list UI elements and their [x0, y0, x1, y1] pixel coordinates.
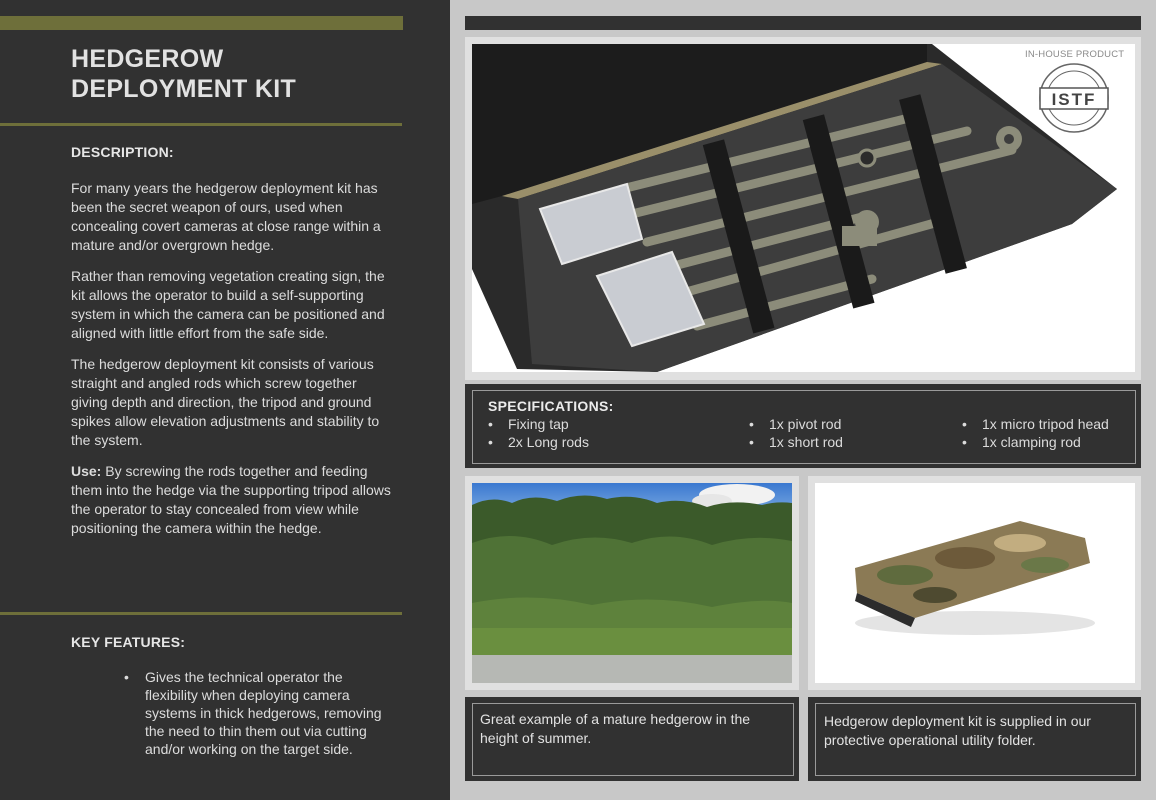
- bullet-icon: •: [488, 416, 493, 432]
- bullet-icon: •: [749, 416, 754, 432]
- use-label: Use:: [71, 463, 102, 479]
- page-title: [71, 44, 296, 104]
- top-bar: [465, 16, 1141, 30]
- spec-text: 1x micro tripod head: [982, 416, 1109, 432]
- spec-item: [749, 416, 841, 432]
- spec-text: 1x pivot rod: [769, 416, 842, 432]
- bullet-icon: •: [962, 434, 967, 450]
- bullet-icon: •: [124, 669, 129, 685]
- list-item: [124, 668, 394, 758]
- spec-text: 1x short rod: [769, 434, 843, 450]
- istf-logo-text: ISTF: [1051, 90, 1097, 109]
- bullet-icon: •: [488, 434, 493, 450]
- olive-accent-bar: [0, 16, 403, 30]
- description-paragraph-1: For many years the hedgerow deployment kit has been the secret weapon of ours, used when concealing covert cameras at close range within a mature and/or overgrown hedge.: [71, 180, 381, 253]
- feature-text: Gives the technical operator the flexibility when deploying camera systems in thick hedgerows, removing the need to thin them out via cutting and/or working on the target side.: [145, 669, 382, 757]
- bullet-icon: •: [749, 434, 754, 450]
- spec-item: [488, 416, 569, 432]
- folder-caption: Hedgerow deployment kit is supplied in our protective operational utility folder.: [824, 713, 1091, 748]
- camo-folder-image: [815, 483, 1135, 683]
- hedge-photo: [472, 483, 792, 683]
- spec-item: [488, 434, 589, 450]
- specifications-heading: SPECIFICATIONS:: [488, 398, 614, 414]
- divider: [0, 612, 402, 615]
- spec-text: 1x clamping rod: [982, 434, 1081, 450]
- spec-text: 2x Long rods: [508, 434, 589, 450]
- folder-photo: [815, 483, 1135, 683]
- divider: [0, 123, 402, 126]
- page-title-line1: HEDGEROW: [71, 45, 224, 73]
- use-text: By screwing the rods together and feeding them into the hedge via the supporting tripod allows the operator to stay concealed from view while positioning the camera within the hedge.: [71, 463, 391, 536]
- page-title-line2: DEPLOYMENT KIT: [71, 75, 297, 103]
- istf-logo: [1034, 62, 1114, 134]
- key-features-list: [124, 668, 394, 758]
- spec-text: Fixing tap: [508, 416, 569, 432]
- hedgerow-image: [472, 483, 792, 683]
- bullet-icon: •: [962, 416, 967, 432]
- description-use: [71, 462, 393, 538]
- description-paragraph-2: Rather than removing vegetation creating sign, the kit allows the operator to build a self-supporting system in which the camera can be positioned and aligned with little effort from the safe side.: [71, 268, 385, 341]
- spec-item: [962, 434, 1081, 450]
- spec-item: [749, 434, 843, 450]
- in-house-product-label: IN-HOUSE PRODUCT: [1025, 49, 1125, 60]
- key-features-heading: KEY FEATURES:: [71, 634, 186, 650]
- left-panel: [0, 0, 450, 800]
- description-heading: DESCRIPTION:: [71, 144, 174, 160]
- description-paragraph-3: The hedgerow deployment kit consists of various straight and angled rods which screw together giving depth and direction, the tripod and ground spikes allow elevation adjustments and stability to the system.: [71, 356, 380, 448]
- hedge-caption: Great example of a mature hedgerow in the height of summer.: [480, 711, 751, 746]
- spec-item: [962, 416, 1109, 432]
